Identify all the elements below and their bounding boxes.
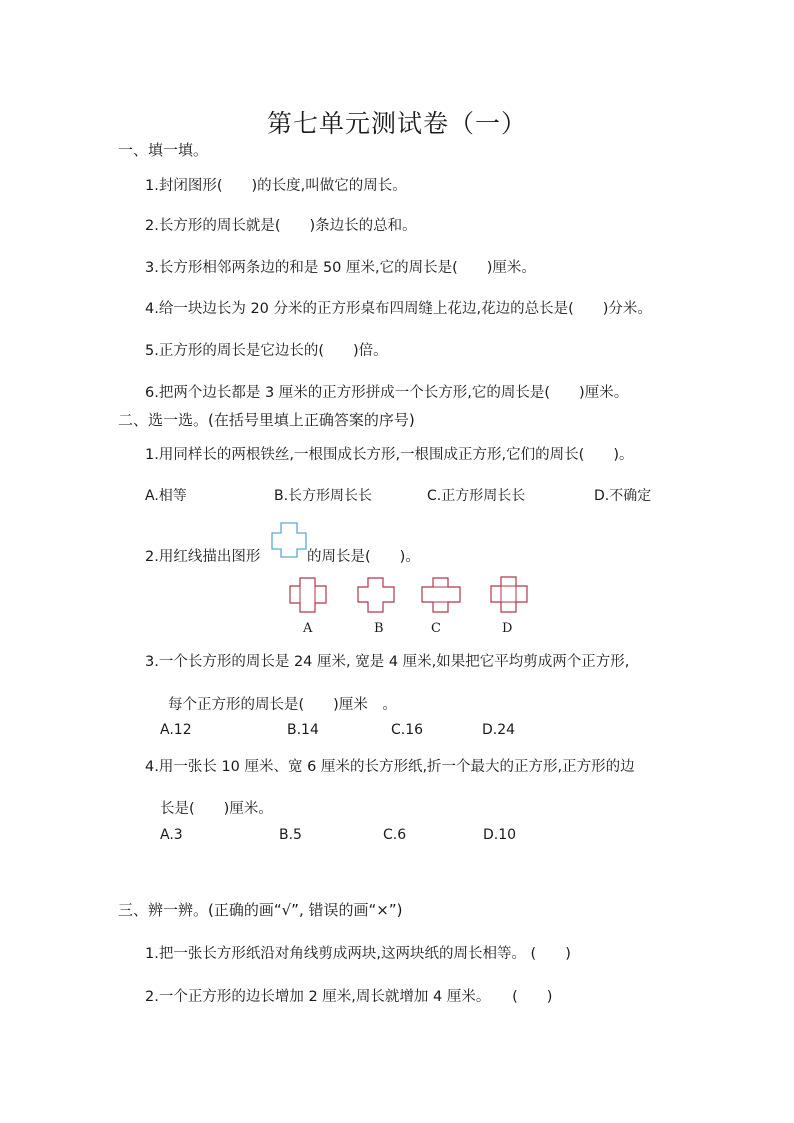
judge-question-1: 1.把一张长方形纸沿对角线剪成两块,这两块纸的周长相等。 ( ) [145,946,571,962]
q1-option-b: B.长方形周长长 [274,488,373,504]
option-a-label: A [303,621,313,636]
q3-option-c: C.16 [391,722,424,738]
q4-option-d: D.10 [483,827,517,843]
choice-question-3-line2: 每个正方形的周长是( )厘米 。 [168,697,397,713]
cross-shape-figure [271,522,307,558]
option-d-label: D [502,621,513,636]
choice-question-1: 1.用同样长的两根铁丝,一根围成长方形,一根围成正方形,它们的周长( )。 [145,447,634,463]
section-heading-fill: 一、填一填。 [118,141,209,159]
page-title: 第七单元测试卷（一） [266,109,527,138]
q3-option-b: B.14 [287,722,319,738]
choice-question-4-line1: 4.用一张长 10 厘米、宽 6 厘米的长方形纸,折一个最大的正方形,正方形的边 [145,759,635,775]
q1-option-a: A.相等 [145,488,187,504]
choice-question-3-line1: 3.一个长方形的周长是 24 厘米, 宽是 4 厘米,如果把它平均剪成两个正方形, [145,654,630,670]
choice-question-2-before: 2.用红线描出图形 [145,549,261,565]
q4-option-b: B.5 [279,827,302,843]
fill-question-1: 1.封闭图形( )的长度,叫做它的周长。 [145,178,407,194]
section-heading-judge: 三、辨一辨。(正确的画“√”, 错误的画“×”) [118,901,403,919]
judge-question-2: 2.一个正方形的边长增加 2 厘米,周长就增加 4 厘米。 ( ) [145,989,553,1005]
choice-question-4-line2: 长是( )厘米。 [160,801,273,817]
fill-question-3: 3.长方形相邻两条边的和是 50 厘米,它的周长是( )厘米。 [145,260,536,276]
option-b-label: B [374,621,384,636]
fill-question-6: 6.把两个边长都是 3 厘米的正方形拼成一个长方形,它的周长是( )厘米。 [145,385,629,401]
section-heading-choice: 二、选一选。(在括号里填上正确答案的序号) [118,411,415,429]
q1-option-c: C.正方形周长长 [427,488,526,504]
choice-question-2-after: 的周长是( )。 [307,549,420,565]
option-c-label: C [431,621,441,636]
q3-option-d: D.24 [482,722,516,738]
fill-question-2: 2.长方形的周长就是( )条边长的总和。 [145,218,417,234]
option-d-figure [490,576,528,613]
q4-option-a: A.3 [160,827,183,843]
fill-question-4: 4.给一块边长为 20 分米的正方形桌布四周缝上花边,花边的总长是( )分米。 [145,301,652,317]
option-b-figure [357,577,395,613]
q1-option-d: D.不确定 [594,488,652,504]
option-c-figure [421,577,461,613]
q4-option-c: C.6 [383,827,407,843]
fill-question-5: 5.正方形的周长是它边长的( )倍。 [145,343,388,359]
option-a-figure [289,577,327,613]
q3-option-a: A.12 [160,722,192,738]
